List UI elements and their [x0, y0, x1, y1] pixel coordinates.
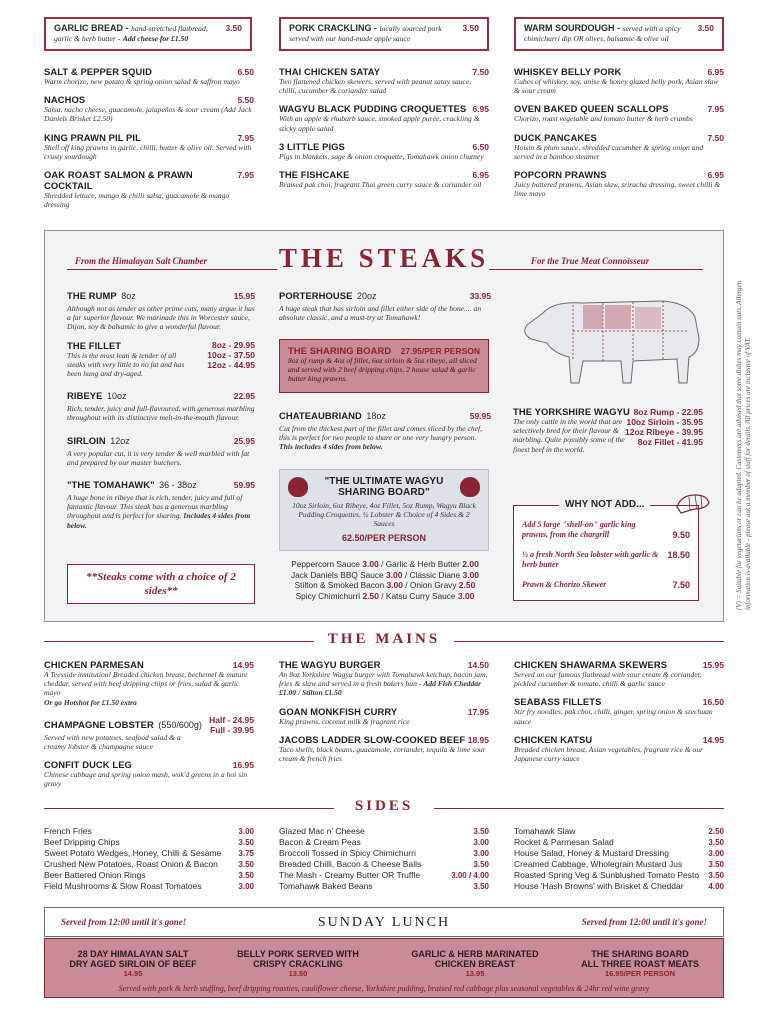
tagline-right: For the True Meat Connoisseur [531, 256, 650, 266]
side-item: Sweet Potato Wedges, Honey, Chilli & Sesame 3.75 [44, 848, 254, 858]
item-size: 8oz [121, 291, 136, 301]
item-price: 62.50/PER PERSON [341, 532, 427, 543]
item-price: 12oz Ribeye - 39.95 [625, 427, 703, 437]
item-price: 7.95 [707, 104, 724, 115]
item-name: DUCK PANCAKES [514, 131, 597, 143]
item-desc: King prawns, coconut milk & fragrant rice [279, 716, 410, 726]
item-extra: Add Fish Cheddar £1.00 / Stilton £1.50 [279, 679, 482, 698]
item-name: "THE TOMAHAWK" [67, 479, 155, 491]
item-price: 15.95 [702, 660, 724, 670]
item-size: 18oz [366, 411, 386, 421]
item-desc: Taco shells, black beans, guacamole, coriander, tequila & lime sour cream & french fries [279, 744, 486, 764]
item-name: PORK CRACKLING - [289, 23, 377, 33]
item-desc: Chinese cabbage and spring onion mash, wok'd greens in a hoi sin gravy [44, 770, 247, 789]
item-name: THE FILLET [67, 339, 122, 351]
item-price: 6.95 [472, 104, 489, 115]
item-price: 8oz Rump - 22.95 [633, 407, 703, 417]
menu-item [44, 659, 254, 707]
item-name: THE FISHCAKE [279, 169, 350, 181]
item-desc: A huge bone in ribeye that is rich, tender, juicy and full of fantastic flavour. This steak has a generous marbling throughout and is perfect for sharing. [67, 493, 243, 521]
item-name: THE YORKSHIRE WAGYU [513, 406, 630, 417]
menu-item [44, 132, 254, 161]
side-item: Roasted Spring Veg & Sunblushed Tomato Pesto 3.50 [514, 870, 724, 880]
item-desc: An 8oz Yorkshire Wagyu burger with Tomahawk ketchup, bacon jam, fries & slaw and served in a fresh bakers bun - [279, 670, 488, 689]
item-name: JACOBS LADDER SLOW-COOKED BEEF [279, 733, 466, 745]
item-name: THE WAGYU BURGER [279, 659, 381, 670]
item-price: 25.95 [233, 435, 255, 446]
item-name: CHATEAUBRIAND [279, 410, 362, 421]
item-price: 22.95 [233, 391, 255, 402]
item-desc: 8oz of rump & 4oz of fillet, 6oz sirloin & 5oz ribeye, all sliced and served with 2 beef dripping chips, 2 house salad & garlic butter king prawns. [288, 356, 477, 384]
addon-item: ½ a fresh North Sea lobster with garlic & herb butter 18.50 [522, 550, 690, 569]
side-item: Creamed Cabbage, Wholegrain Mustard Jus 3.50 [514, 859, 724, 869]
prawn-icon [673, 489, 713, 515]
menu-item [279, 141, 489, 161]
item-name: OAK ROAST SALMON & PRAWN COCKTAIL [44, 169, 193, 192]
item-name: CONFIT DUCK LEG [44, 759, 132, 771]
garlic-bread-box [44, 17, 252, 51]
menu-item [514, 169, 724, 198]
item-desc: Hoisin & plum sauce, shredded cucumber & spring onion and served in a bamboo steamer [514, 142, 704, 161]
cow-diagram-icon [513, 283, 713, 395]
item-desc: Salsa, nacho cheese, guacamole, jalapeños & sour cream (Add Jack Daniels Brisket £2.50) [44, 105, 252, 124]
side-item: French Fries 3.00 [44, 826, 254, 836]
item-desc: Shredded lettuce, mango & chilli salsa, guacamole & mango dressing [44, 191, 230, 210]
item-name: WAGYU BLACK PUDDING CROQUETTES [279, 103, 467, 115]
item-desc: Served with new potatoes, seafood salad & a creamy lobster & champagne sauce [44, 732, 181, 752]
item-desc: Cut from the thickest part of the fillet and comes sliced by the chef, this is perfect for two people to share or one very hungry person. [279, 424, 483, 443]
item-price: Full - 39.95 [210, 724, 254, 735]
steak-item [67, 340, 255, 379]
addon-item: Add 5 large "shell-on" garlic king prawns, from the chargrill 9.50 [522, 520, 690, 540]
item-price: 18.95 [467, 734, 489, 745]
side-item: Bacon & Cream Peas 3.00 [279, 837, 489, 847]
item-name: SALT & PEPPER SQUID [44, 66, 152, 77]
item-price: 14.50 [467, 660, 489, 670]
item-desc: Pigs in blankets, sage & onion croquette, Tomahawk onion chutney [279, 151, 484, 161]
item-price: 6.95 [707, 170, 724, 181]
item-price: 12oz - 44.95 [207, 359, 255, 370]
item-desc: Stir fry noodles, pak choi, chilli, ginger, spring onion & szechuan sauce [514, 707, 713, 726]
sauce-row: Spicy Chimichurri 2.50 / Katsu Curry Sauce 3.00 [295, 590, 475, 601]
sunday-title: SUNDAY LUNCH [317, 915, 451, 930]
menu-item [44, 66, 254, 86]
item-desc: Although not as tender as other prime cuts, many argue it has a far superior flavour. We marinade this in Worcester sauce, Dijon, soy & balsamic to give a wonderful flavour. [67, 304, 255, 332]
side-item: Glazed Mac n' Cheese 3.50 [279, 826, 489, 836]
bull-icon [288, 477, 308, 497]
item-price: 8oz - 29.95 [212, 339, 255, 350]
item-price: 6.50 [472, 141, 489, 152]
sauces-list [279, 559, 491, 601]
roast-item: GARLIC & HERB MARINATED CHICKEN BREAST 13.95 [411, 949, 539, 978]
item-price: 5.50 [237, 95, 254, 106]
side-item: Broccoli Tossed in Spicy Chimichurri 3.00 [279, 848, 489, 858]
allergen-note: (V) = Suitable for vegetarians or can be adapted. Customers are advised that some dishes may contain nuts. Allergen information is available - please ask a member of staff for details. All prices are inclusive of VAT. [735, 280, 752, 610]
mains-column-2 [279, 659, 489, 771]
tagline-left: From the Himalayan Salt Chamber [75, 256, 208, 266]
item-size: 20oz [356, 291, 377, 301]
item-price: 15.95 [233, 291, 255, 301]
item-price: 16.50 [702, 697, 724, 708]
item-price: 6.50 [237, 67, 254, 77]
menu-item [514, 659, 724, 688]
mains-column-3 [514, 659, 724, 771]
item-desc: Braised pak choi, fragrant Thai green curry sauce & coriander oil [279, 180, 482, 190]
item-desc: 10oz Sirloin, 6oz Ribeye, 4oz Fillet, 5oz Rump, Wagyu Black Pudding Croquettes, ½ Lobster & Choice of 4 Sides & 2 Sauces [292, 501, 476, 529]
item-name: PORTERHOUSE [279, 290, 353, 301]
side-item: Beer Battered Onion Rings 3.50 [44, 870, 254, 880]
item-size: 12oz [110, 435, 130, 446]
item-price: 14.95 [702, 734, 724, 745]
divider [489, 269, 703, 270]
steaks-panel [44, 230, 724, 622]
item-price: Half - 24.95 [209, 714, 254, 725]
menu-item [279, 169, 489, 189]
item-extra: Add cheese for £1.50 [122, 34, 189, 43]
sauce-row: Peppercorn Sauce 3.00 / Garlic & Herb Butter 2.00 [291, 559, 479, 569]
sunday-lunch-header [44, 907, 724, 937]
item-desc: Juicy battered prawns, Asian slaw, sriracha dressing, sweet chilli & lime mayo [514, 180, 721, 199]
item-price: 7.50 [472, 67, 489, 77]
item-name: THE RUMP [67, 290, 117, 301]
item-price: 6.95 [472, 170, 489, 181]
item-price: 59.95 [469, 411, 491, 421]
side-item: Crushed New Potatoes, Roast Onion & Bacon 3.50 [44, 859, 254, 869]
starters-column-1 [44, 66, 254, 217]
bull-icon [460, 477, 480, 497]
side-item: Tomahawk Slaw 2.50 [514, 826, 724, 836]
item-name: KING PRAWN PIL PIL [44, 131, 141, 143]
item-desc: Warm chorizo, new potato & spring onion salad & saffron mayo [44, 77, 240, 86]
item-price: 7.95 [237, 170, 254, 181]
item-price: 14.95 [232, 660, 254, 670]
menu-item [279, 706, 489, 726]
roast-item: THE SHARING BOARD ALL THREE ROAST MEATS 16.95/PER PERSON [581, 949, 699, 978]
item-name: CHAMPAGNE LOBSTER [44, 718, 154, 730]
item-name: SEABASS FILLETS [514, 696, 602, 708]
item-desc: With an apple & rhubarb sauce, smoked apple purée, crackling & sticky apple salad [279, 114, 480, 133]
item-name: SIRLOIN [67, 434, 106, 446]
menu-item [279, 103, 489, 132]
item-desc: A Teesside institution! Breaded chicken breast, bechemel & mature cheddar, served with beef dripping chips or fries, salad & garlic mayo [44, 670, 248, 698]
ultimate-wagyu-board [279, 469, 489, 551]
sauce-row: Jack Daniels BBQ Sauce 3.00 / Classic Diane 3.00 [290, 569, 480, 580]
sides-column-3 [514, 826, 724, 892]
item-price: 16.95 [232, 760, 254, 771]
item-desc: A very popular cut, it is very tender & well marbled with fat and prepared by our master butchers. [67, 448, 250, 467]
item-price: 7.95 [237, 132, 254, 143]
item-name: WARM SOURDOUGH - [524, 23, 620, 33]
starters-column-3 [514, 66, 724, 206]
item-price: 3.50 [697, 23, 714, 33]
item-extra: Includes 4 sides from below. [67, 511, 251, 530]
wagyu-title-1: "THE ULTIMATE WAGYU [324, 476, 444, 487]
item-name: POPCORN PRAWNS [514, 169, 607, 181]
mains-column-1 [44, 659, 254, 797]
menu-item [514, 132, 724, 161]
menu-item [279, 659, 489, 698]
wagyu-title-2: SHARING BOARD" [338, 487, 430, 498]
item-desc: locally sourced pork served with our hand-made apple sauce [289, 24, 442, 43]
steak-item [67, 431, 255, 467]
roast-item: BELLY PORK SERVED WITH CRISPY CRACKLING 13.50 [237, 949, 359, 978]
why-not-title: WHY NOT ADD... [559, 499, 650, 510]
item-price: 17.95 [467, 706, 489, 717]
item-desc: hand-stretched flatbread, garlic & herb butter - [54, 24, 208, 43]
sunday-roasts-band [44, 938, 724, 998]
item-name: GOAN MONKFISH CURRY [279, 705, 398, 717]
warm-sourdough-box [514, 17, 724, 51]
item-size: (550/600g) [158, 719, 202, 730]
menu-item [44, 759, 254, 788]
divider [454, 641, 724, 642]
why-not-add-box [513, 499, 699, 601]
item-desc: Shell off king prawns in garlic, chilli, butter & olive oil. Served with crusty sourdough [44, 142, 252, 161]
steaks-sides-note: **Steaks come with a choice of 2 sides** [67, 564, 255, 604]
side-item: House 'Hash Browns' with Brisket & Cheddar 4.00 [514, 881, 724, 891]
item-name: GARLIC BREAD - [54, 23, 129, 33]
item-price: 27.95/PER PERSON [400, 346, 480, 356]
item-price: 8oz Fillet - 41.95 [637, 437, 703, 447]
item-name: CHICKEN SHAWARMA SKEWERS [514, 659, 668, 670]
item-name: NACHOS [44, 94, 86, 106]
item-name: THE SHARING BOARD [288, 345, 392, 356]
item-name: THAI CHICKEN SATAY [279, 66, 381, 77]
divider [67, 269, 277, 270]
steak-item [67, 386, 255, 422]
item-price: 6.95 [707, 67, 724, 77]
divider [434, 808, 724, 809]
menu-item [44, 715, 254, 751]
sides-column-1 [44, 826, 254, 892]
item-name: OVEN BAKED QUEEN SCALLOPS [514, 103, 669, 115]
divider [44, 641, 314, 642]
side-item: House Salad, Honey & Mustard Dressing 3.00 [514, 848, 724, 858]
item-desc: Chorizo, roast vegetable and tomato butter & herb crumbs [514, 114, 693, 124]
pork-crackling-box [279, 17, 489, 51]
menu-item [514, 66, 724, 95]
sides-column-2 [279, 826, 489, 892]
steak-item [279, 286, 491, 322]
item-price: 59.95 [233, 480, 255, 491]
served-note-right: Served from 12:00 until it's gone! [581, 917, 707, 927]
side-item: The Mash - Creamy Butter OR Truffle 3.00 / 4.00 [279, 870, 489, 880]
menu-item [279, 66, 489, 95]
steaks-title: THE STEAKS [278, 243, 490, 273]
menu-item [279, 734, 489, 763]
item-desc: served with a spicy chimichurri dip OR olives, balsamic & olive oil [524, 24, 681, 43]
side-item: Tomahawk Baked Beans 3.50 [279, 881, 489, 891]
item-desc: This is the most lean & tender of all steaks with very little to no fat and has been hung and dry-aged. [67, 350, 185, 379]
item-price: 10oz - 37.50 [207, 349, 255, 360]
item-desc: Served on our famous flatbread with sour cream & coriander, pickled cucumber & tomato, chilli & garlic sauce [514, 670, 702, 689]
item-name: CHICKEN PARMESAN [44, 659, 144, 670]
item-desc: The only cattle in the world that are selectively bred for their flavour & marbling. Quite possibly some of the finest beef in the world. [513, 417, 625, 454]
item-desc: Two flattened chicken skewers, served with peanut satay sauce, chilli, cucumber & coriander salad [279, 77, 472, 96]
steak-item [67, 286, 255, 332]
roast-item: 28 DAY HIMALAYAN SALT DRY AGED SIRLOIN OF BEEF 14.95 [69, 949, 197, 978]
item-price: 7.50 [707, 132, 724, 143]
item-size: 10oz [106, 391, 127, 402]
steaks-middle-column [279, 286, 491, 330]
item-extra: This includes 4 sides from below. [279, 442, 383, 452]
menu-item [44, 94, 254, 123]
menu-item [514, 696, 724, 725]
steaks-left-column [67, 286, 255, 538]
item-name: CHICKEN KATSU [514, 733, 593, 745]
addon-item: Prawn & Chorizo Skewer 7.50 [522, 580, 690, 590]
side-item: Beef Dripping Chips 3.50 [44, 837, 254, 847]
item-desc: Cubes of whiskey, soy, anise & honey glazed belly pork, Asian slaw & sour cream [514, 77, 719, 96]
sunday-note: Served with pork & herb stuffing, beef dripping roasties, cauliflower cheese, Yorkshire pudding, braised red cabbage plus seasonal vegetables & 24hr red wine gravy [118, 984, 650, 993]
menu-item [514, 734, 724, 763]
item-name: WHISKEY BELLY PORK [514, 66, 622, 77]
item-size: 36 - 38oz [159, 480, 197, 491]
side-item: Rocket & Parmesan Salad 3.50 [514, 837, 724, 847]
item-price: 10oz Sirloin - 35.95 [626, 417, 703, 427]
served-note-left: Served from 12:00 until it's gone! [61, 917, 187, 927]
item-desc: A huge steak that has sirloin and fillet either side of the bone.... an absolute classic, and a must-try at Tomahawk! [279, 304, 482, 323]
sides-title: SIDES [354, 798, 414, 814]
yorkshire-wagyu-item [513, 406, 703, 454]
steak-item [67, 475, 255, 530]
item-name: RIBEYE [67, 390, 103, 402]
item-name: 3 LITTLE PIGS [279, 140, 345, 152]
item-price: 3.50 [225, 23, 242, 33]
menu-item [44, 169, 254, 209]
sharing-board [279, 339, 489, 393]
chateaubriand-item [279, 406, 491, 452]
menu-item [514, 103, 724, 123]
sauce-row: Stilton & Smoked Bacon 3.00 / Onion Gravy 2.50 [294, 580, 476, 590]
item-extra: Or go Hotshot for £1.50 extra [44, 697, 137, 707]
starters-column-2 [279, 66, 489, 197]
item-desc: Rich, tender, juicy and full-flavoured, with generous marbling throughout with its distinctive melt-in-the-mouth flavour. [67, 404, 255, 423]
side-item: Field Mushrooms & Slow Roast Tomatoes 3.00 [44, 881, 254, 891]
item-price: 33.95 [469, 291, 491, 301]
side-item: Breaded Chilli, Bacon & Cheese Balls 3.50 [279, 859, 489, 869]
divider [44, 808, 334, 809]
item-desc: Breaded chicken breast, Asian vegetables, fragrant rice & our Japanese curry sauce [514, 744, 704, 764]
mains-title: THE MAINS [327, 631, 441, 647]
item-price: 3.50 [462, 23, 479, 33]
